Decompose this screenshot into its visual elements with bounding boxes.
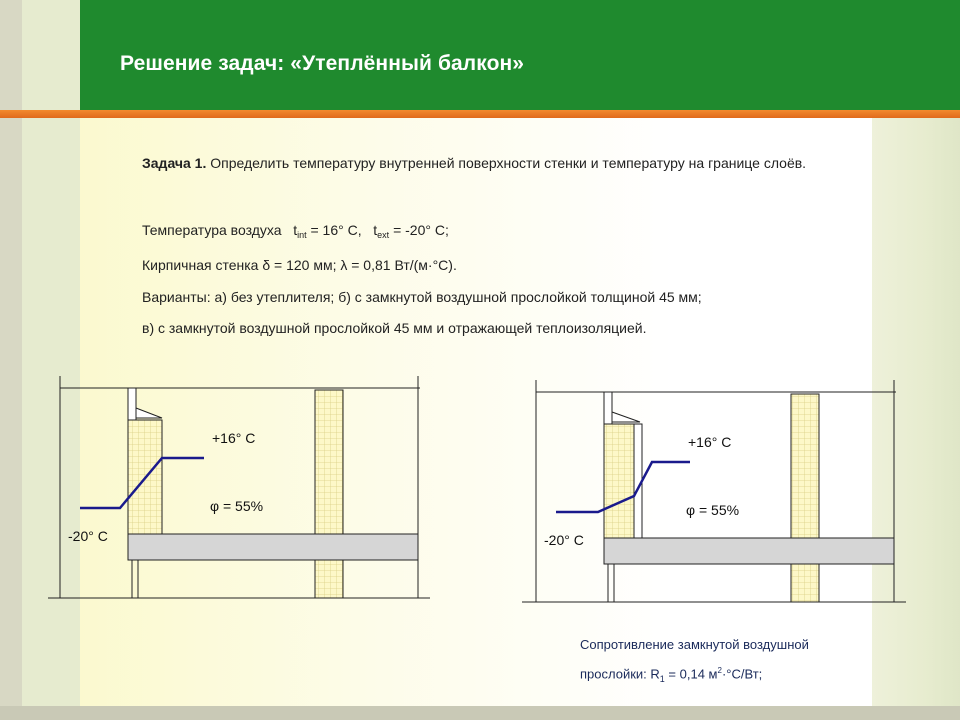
right-temp-out-label: -20° С xyxy=(544,532,584,548)
right-temp-in-label: +16° С xyxy=(688,434,732,450)
left-temp-in-label: +16° С xyxy=(212,430,256,446)
right-humidity-label: φ = 55% xyxy=(686,502,740,518)
note-r-sup: 2 xyxy=(717,666,722,675)
brick-wall-line: Кирпичная стенка δ = 120 мм; λ = 0,81 Вт/(м·°С). xyxy=(142,257,457,273)
note-r-unit: ·°С/Вт; xyxy=(721,666,763,682)
note-line-1: Сопротивление замкнутой воздушной xyxy=(580,637,809,652)
t-int-sub: int xyxy=(297,230,307,240)
task-description: Определить температуру внутренней поверхности стенки и температуру на границе слоёв. xyxy=(206,155,807,171)
left-temp-out-label: -20° С xyxy=(68,528,108,544)
t-ext-value: = -20° С; xyxy=(389,222,449,238)
t-int-value: = 16° С, xyxy=(306,222,362,238)
left-humidity-label: φ = 55% xyxy=(210,498,264,514)
diagram-left xyxy=(48,376,430,598)
variants-line-1: Варианты: а) без утеплителя; б) с замкнутой воздушной прослойкой толщиной 45 мм; xyxy=(142,289,702,305)
t-ext-symbol: t xyxy=(373,222,378,238)
air-temp-prefix: Температура воздуха xyxy=(142,222,282,238)
variants-line-2: в) с замкнутой воздушной прослойкой 45 мм и отражающей теплоизоляцией. xyxy=(142,320,647,336)
t-int-symbol: t xyxy=(293,222,298,238)
note-line-2 xyxy=(580,658,809,692)
task-title: Задача 1. xyxy=(142,155,207,171)
page-title: Решение задач: «Утеплённый балкон» xyxy=(120,52,525,75)
note-r-sub: 1 xyxy=(659,673,665,684)
note-r-prefix: прослойки: R xyxy=(580,666,660,682)
t-ext-sub: ext xyxy=(377,230,390,240)
air-gap-resistance-note xyxy=(580,632,809,692)
note-r-value: = 0,14 м xyxy=(664,666,718,682)
diagram-right xyxy=(522,380,906,602)
